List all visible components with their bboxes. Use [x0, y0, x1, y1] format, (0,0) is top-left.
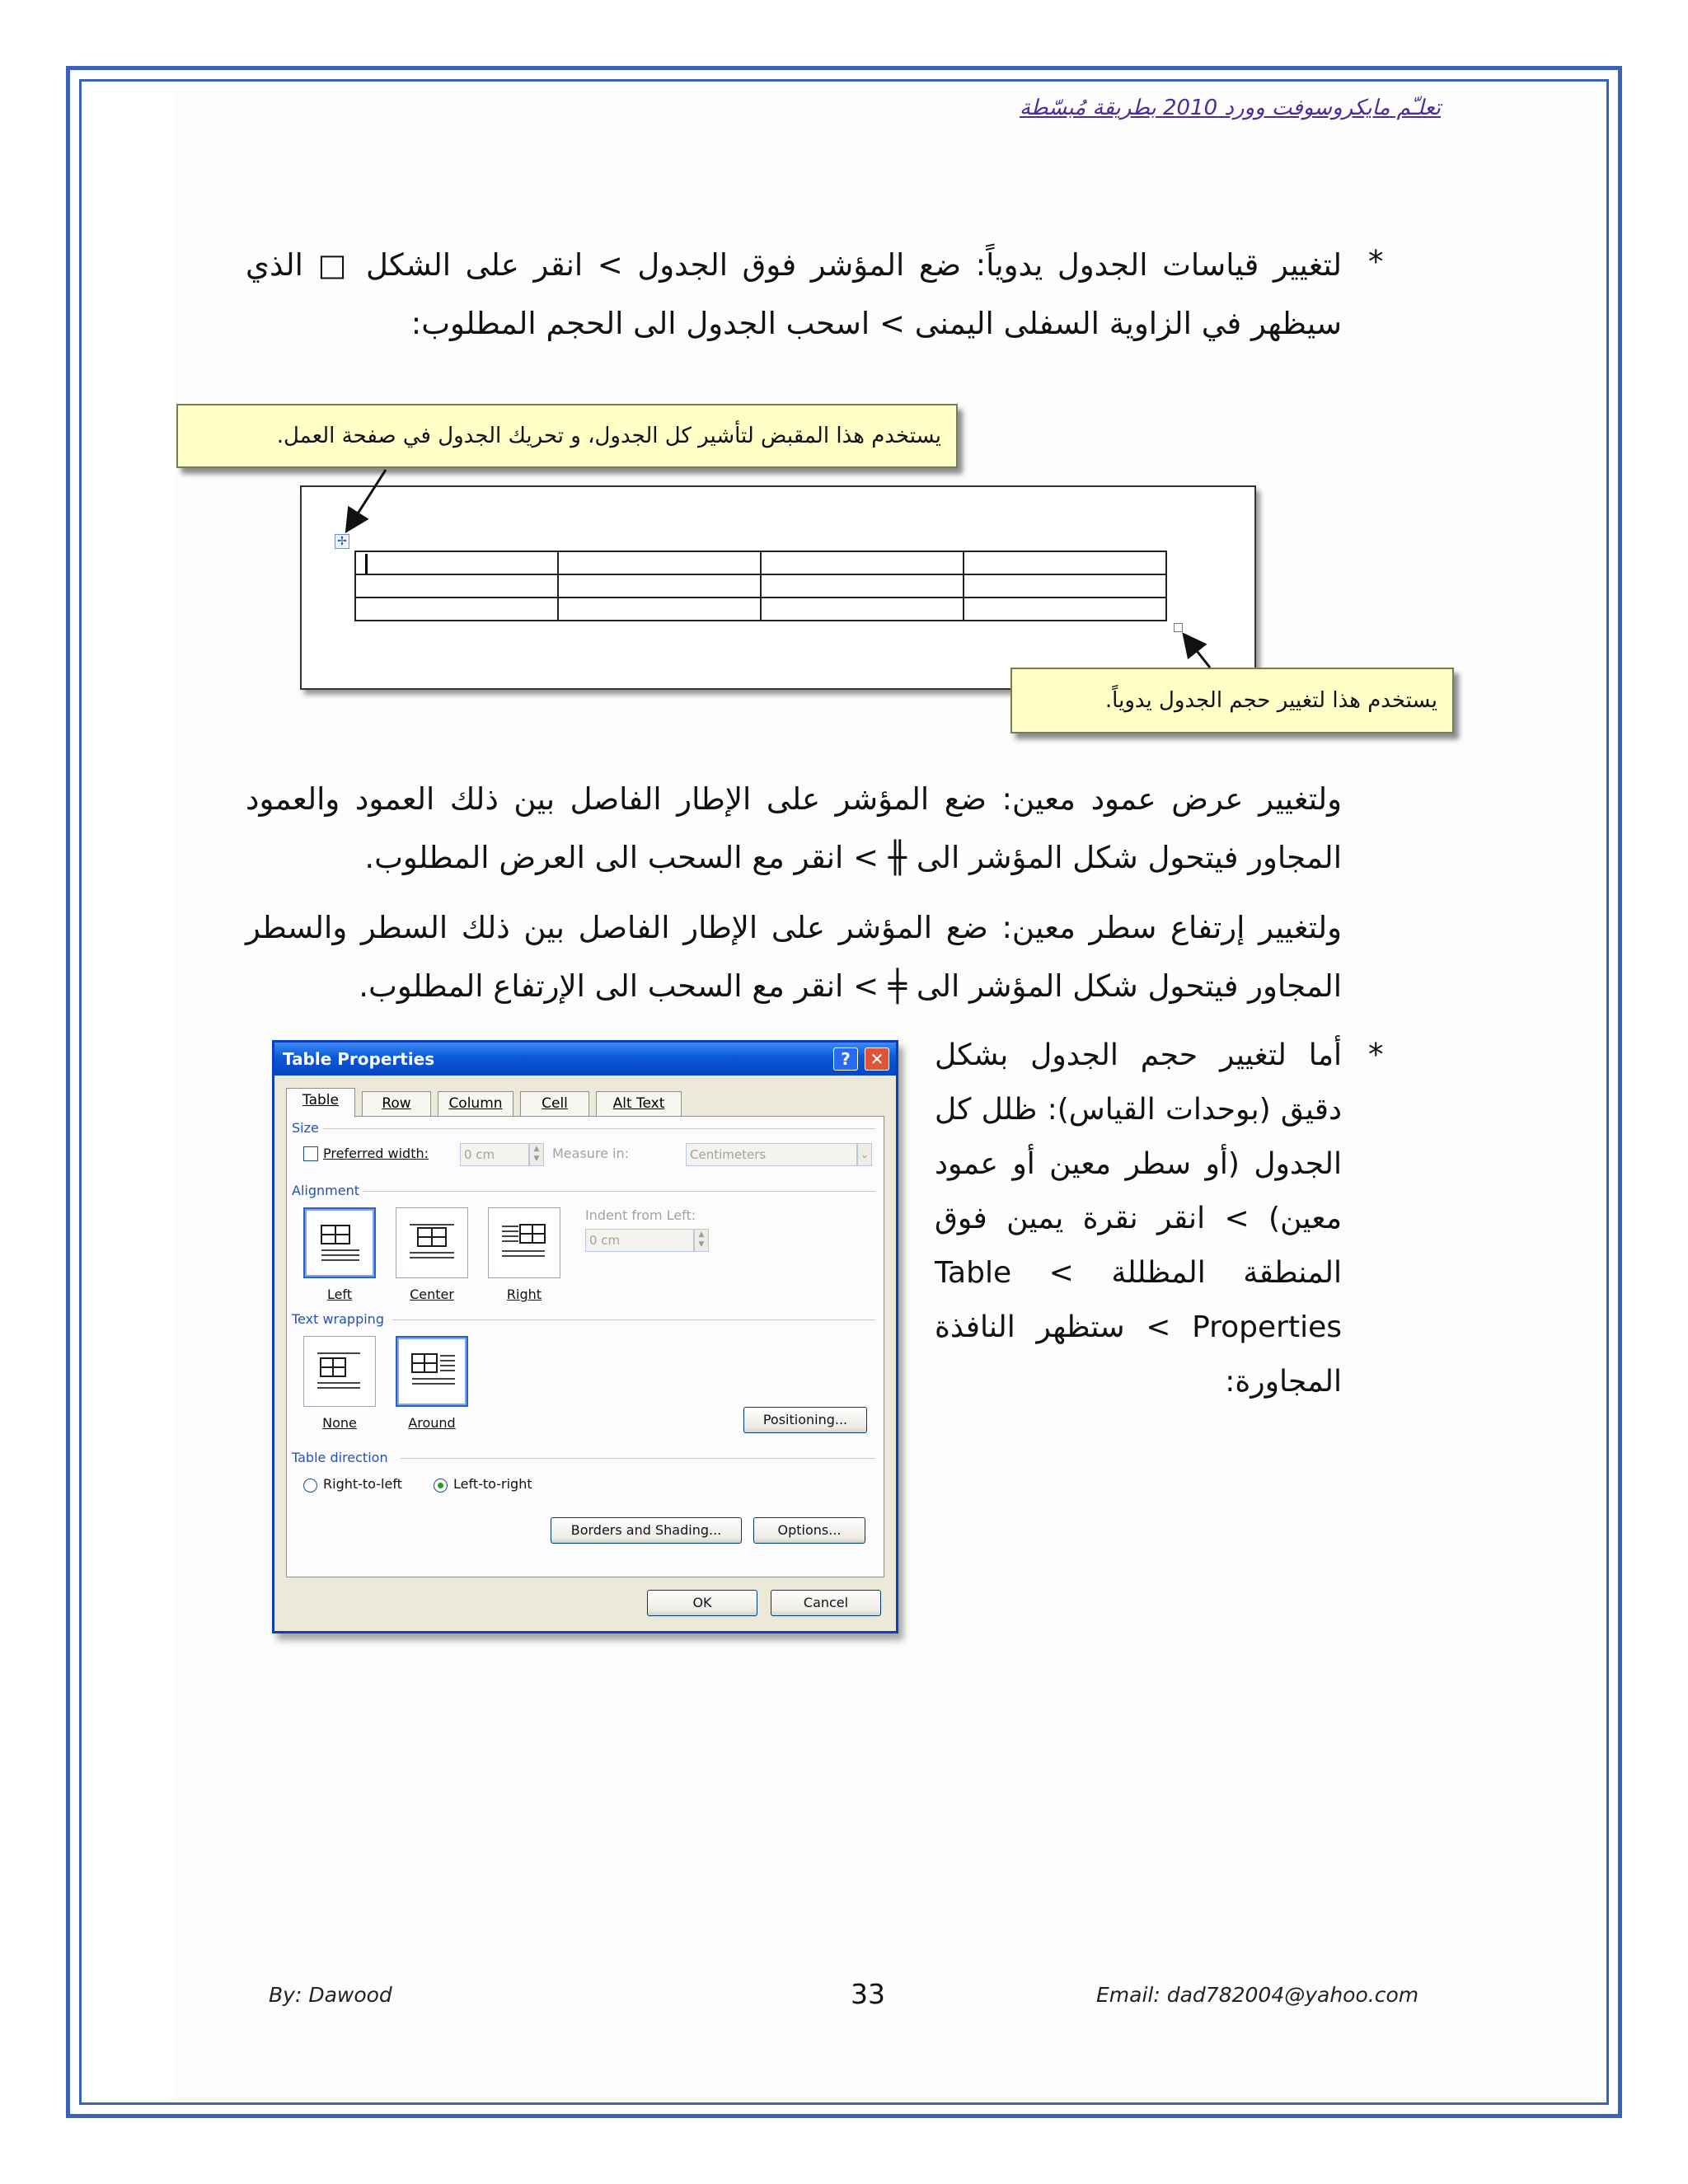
tab-column[interactable]: Column — [438, 1091, 513, 1116]
preferred-width-checkbox[interactable] — [303, 1146, 318, 1161]
wrap-around-option[interactable] — [396, 1336, 468, 1407]
table-align-left-icon — [315, 1221, 366, 1268]
dialog-title: Table Properties — [283, 1049, 435, 1069]
align-center-label: Center — [410, 1286, 454, 1302]
wrap-around-icon — [407, 1349, 458, 1397]
preferred-width-field[interactable]: 0 cm — [460, 1143, 529, 1166]
ltr-label: Left-to-right — [453, 1476, 532, 1492]
move-cross-icon: ✢ — [335, 534, 349, 549]
group-divider — [392, 1319, 875, 1320]
tab-cell[interactable]: Cell — [520, 1091, 589, 1116]
paragraph-row-height: ولتغيير إرتفاع سطر معين: ضع المؤشر على الإطار الفاصل بين ذلك السطر والسطر المجاور فيتحول شكل المؤشر الى ╪ > انقر مع السحب الى الإرتفاع المطلوب. — [246, 910, 1342, 1004]
paragraph-table-properties: أما لتغيير حجم الجدول بشكل دقيق (بوحدات القياس): ظلل كل الجدول (أو سطر معين أو عمود معين) > انقر نقرة يمين فوق المنطقة المظللة > Table Properties > ستظهر النافذة المجاورة: — [935, 1038, 1342, 1399]
indent-field[interactable]: 0 cm — [585, 1229, 694, 1252]
close-button[interactable]: ✕ — [865, 1047, 889, 1071]
options-button[interactable]: Options... — [753, 1517, 865, 1544]
dialog-titlebar — [274, 1043, 896, 1076]
indent-label: Indent from Left: — [585, 1207, 696, 1223]
wrap-around-label: Around — [408, 1415, 456, 1431]
indent-spinner[interactable]: ▲ ▼ — [694, 1229, 709, 1252]
callout-resize-handle: يستخدم هذا لتغيير حجم الجدول يدوياً. — [1010, 668, 1454, 733]
rtl-label: Right-to-left — [323, 1476, 402, 1492]
borders-shading-button[interactable]: Borders and Shading... — [551, 1517, 742, 1544]
cancel-button[interactable]: Cancel — [771, 1590, 881, 1616]
wrap-none-label: None — [322, 1415, 357, 1431]
measure-in-label: Measure in: — [552, 1146, 630, 1161]
footer-author: By: Dawood — [269, 1983, 392, 2007]
wrap-none-option[interactable] — [303, 1336, 376, 1407]
bullet-marker: * — [1368, 244, 1384, 279]
table-align-right-icon — [499, 1220, 550, 1268]
text-wrapping-group-label: Text wrapping — [292, 1311, 384, 1327]
group-divider — [401, 1458, 875, 1459]
chevron-down-icon[interactable]: ⌄ — [857, 1143, 872, 1166]
align-left-label: Left — [326, 1286, 353, 1302]
align-center-option[interactable] — [396, 1207, 468, 1278]
header-title: تعلـّم مايكروسوفت وورد 2010 بطريقة مُبسّطة — [1019, 96, 1441, 120]
paragraph-column-width: ولتغيير عرض عمود معين: ضع المؤشر على الإطار الفاصل بين ذلك العمود والعمود المجاور فيتحول شكل المؤشر الى ╫ > انقر مع السحب الى العرض المطلوب. — [246, 781, 1342, 875]
table-align-center-icon — [406, 1220, 457, 1268]
rtl-radio[interactable] — [303, 1479, 317, 1493]
ltr-radio[interactable] — [434, 1479, 448, 1493]
paragraph-resize-manual: لتغيير قياسات الجدول يدوياً: ضع المؤشر فوق الجدول > انقر على الشكل □ الذي سيظهر في الزاوية السفلى اليمنى > اسحب الجدول الى الحجم المطلوب: — [246, 247, 1342, 341]
ok-button[interactable]: OK — [647, 1590, 757, 1616]
width-spinner[interactable]: ▲ ▼ — [529, 1143, 544, 1166]
positioning-button[interactable]: Positioning... — [743, 1407, 867, 1433]
table-properties-dialog — [272, 1040, 898, 1633]
align-left-option[interactable] — [303, 1207, 376, 1278]
tab-row[interactable]: Row — [362, 1091, 431, 1116]
tab-alt-text[interactable]: Alt Text — [596, 1091, 682, 1116]
measure-in-select[interactable]: Centimeters — [686, 1143, 857, 1166]
callout-move-handle: يستخدم هذا المقبض لتأشير كل الجدول، و تحريك الجدول في صفحة العمل. — [176, 404, 958, 468]
align-right-label: Right — [506, 1286, 542, 1302]
size-group-label: Size — [292, 1120, 319, 1136]
align-right-option[interactable] — [488, 1207, 560, 1278]
tab-table[interactable]: Table — [286, 1088, 355, 1118]
group-divider — [323, 1128, 875, 1129]
table-direction-group-label: Table direction — [292, 1450, 388, 1465]
help-button[interactable]: ? — [833, 1047, 858, 1071]
group-divider — [363, 1191, 875, 1192]
bullet-marker: * — [1368, 1037, 1384, 1072]
page-number: 33 — [851, 1978, 885, 2010]
tab-panel-table — [286, 1116, 884, 1577]
wrap-none-icon — [314, 1348, 365, 1396]
alignment-group-label: Alignment — [292, 1183, 359, 1198]
footer-email: Email: dad782004@yahoo.com — [1096, 1983, 1419, 2007]
preferred-width-label: Preferred width: — [323, 1146, 429, 1161]
